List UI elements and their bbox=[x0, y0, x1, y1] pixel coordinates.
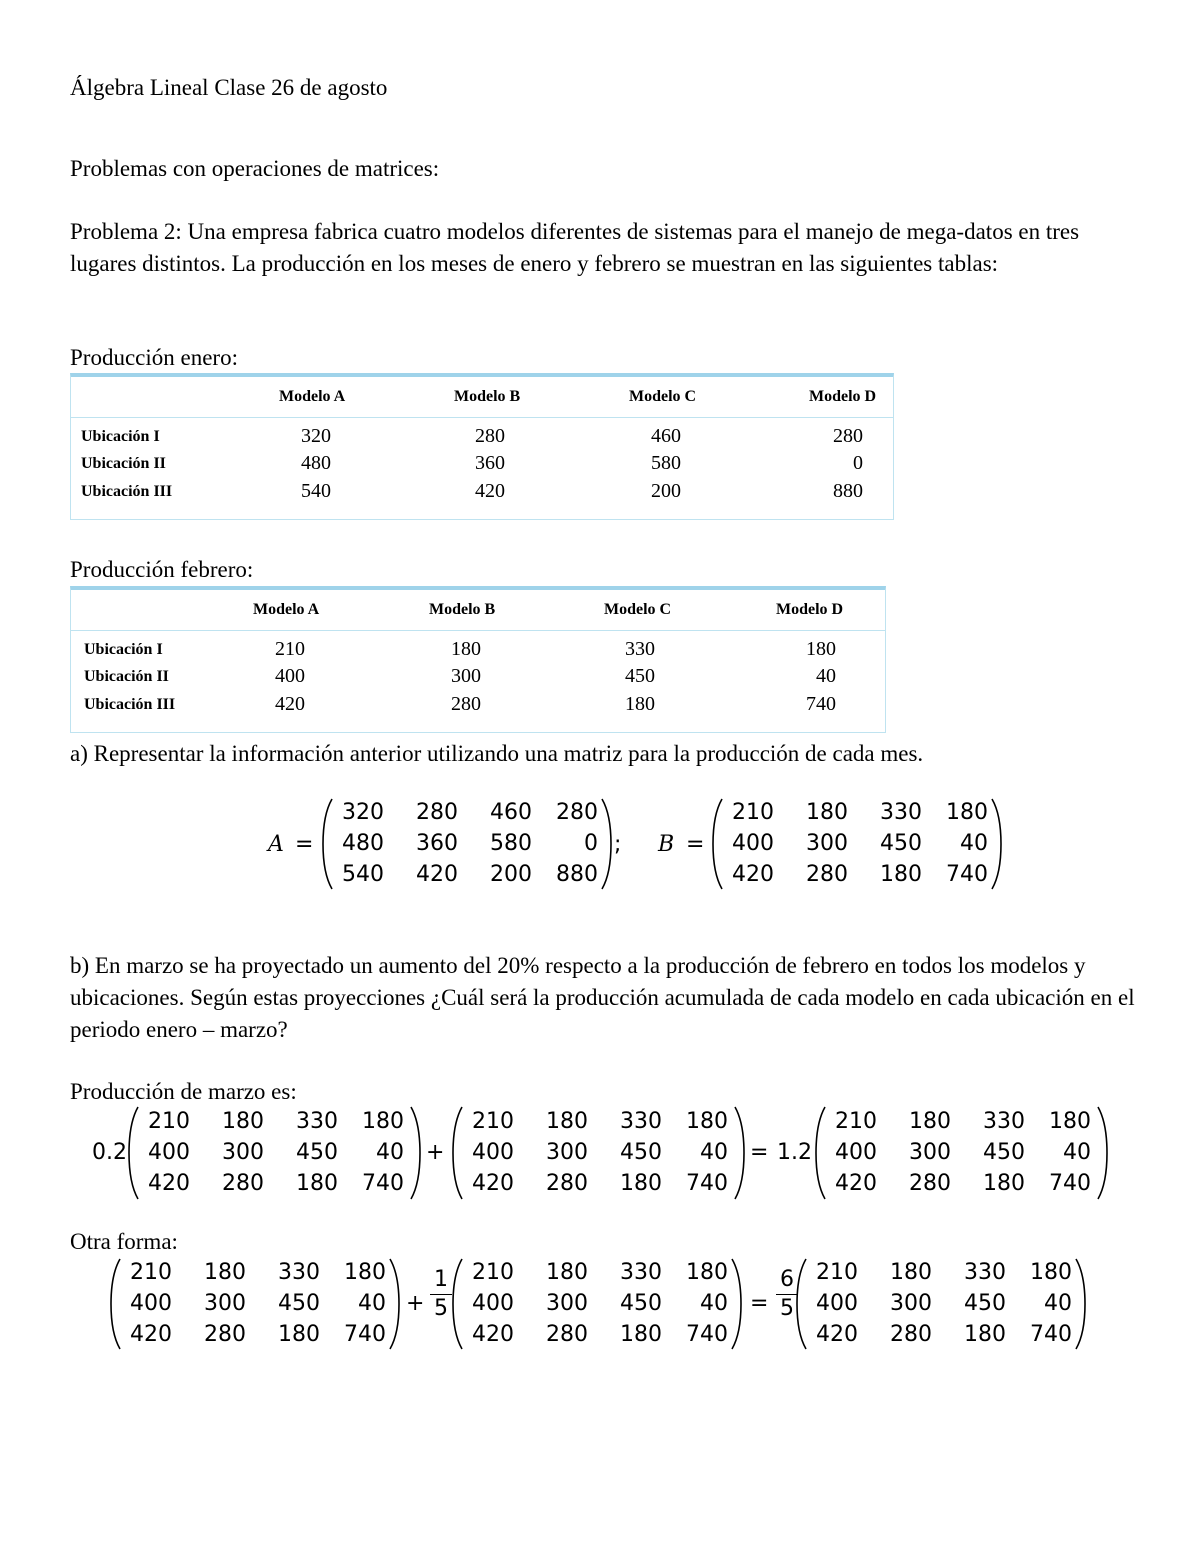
matrix-entry: 450 bbox=[620, 1291, 662, 1316]
right-parenthesis bbox=[990, 798, 1002, 890]
table-cell: 400 bbox=[275, 665, 305, 687]
matrix-entry: 740 bbox=[946, 861, 988, 887]
table-cell: 180 bbox=[806, 638, 836, 660]
matrix bbox=[452, 1258, 742, 1350]
matrix-entry: 180 bbox=[546, 1260, 588, 1286]
table-cell: 280 bbox=[475, 425, 505, 447]
equals-sign: = bbox=[686, 832, 705, 857]
matrix-entry: 300 bbox=[546, 1291, 588, 1316]
matrix bbox=[110, 1258, 400, 1350]
matrix-entry: 330 bbox=[983, 1108, 1025, 1134]
matrix-entry: 40 bbox=[700, 1140, 728, 1165]
matrix-entry: 200 bbox=[490, 861, 532, 887]
matrix-entry: 180 bbox=[964, 1321, 1006, 1347]
matrix bbox=[815, 1106, 1108, 1200]
matrix-entry: 40 bbox=[700, 1291, 728, 1316]
matrix-entry: 300 bbox=[909, 1140, 951, 1165]
matrix-entry: 280 bbox=[204, 1321, 246, 1347]
coefficient: 0.2 bbox=[92, 1140, 127, 1165]
part-b-text: b) En marzo se ha proyectado un aumento del 20% respecto a la producción de febrero en todos los modelos y ubicaciones. Según estas proyecciones ¿Cuál será la producción acumulada de cada modelo en cada ubicación en el periodo enero – marzo? bbox=[70, 953, 1135, 1042]
matrix-entry: 180 bbox=[222, 1108, 264, 1134]
row-label: Ubicación III bbox=[84, 696, 176, 713]
matrix-entry: 420 bbox=[148, 1171, 190, 1197]
matrix-entry: 180 bbox=[909, 1108, 951, 1134]
equals-sign: = bbox=[750, 1291, 769, 1316]
matrix-entry: 280 bbox=[222, 1171, 264, 1197]
table-cell: 210 bbox=[275, 638, 305, 660]
febrero-table bbox=[70, 586, 886, 733]
matrix-entry: 210 bbox=[835, 1108, 877, 1134]
matrix-entry: 280 bbox=[806, 861, 848, 887]
enero-table bbox=[70, 373, 894, 520]
table-cell: 300 bbox=[451, 665, 481, 687]
matrix-entry: 740 bbox=[1049, 1171, 1091, 1197]
fraction-denominator: 5 bbox=[434, 1296, 448, 1321]
febrero-label: Producción febrero: bbox=[70, 557, 254, 582]
otra-forma-label: Otra forma: bbox=[70, 1229, 178, 1254]
matrix-entry: 450 bbox=[983, 1140, 1025, 1165]
matrix-entry: 180 bbox=[1049, 1108, 1091, 1134]
matrix-entry: 280 bbox=[556, 800, 598, 826]
table-cell: 180 bbox=[625, 693, 655, 715]
matrix-entry: 420 bbox=[472, 1321, 514, 1347]
matrix-entry: 330 bbox=[296, 1108, 338, 1134]
column-header: Modelo A bbox=[279, 388, 346, 405]
matrix-entry: 280 bbox=[416, 800, 458, 826]
matrix-entry: 330 bbox=[620, 1108, 662, 1134]
matrix-entry: 180 bbox=[546, 1108, 588, 1134]
plus-sign: + bbox=[426, 1140, 445, 1165]
matrix-entry: 400 bbox=[148, 1140, 190, 1165]
left-parenthesis bbox=[796, 1258, 808, 1350]
equals-sign: = bbox=[295, 832, 314, 857]
matrix-entry: 180 bbox=[296, 1171, 338, 1197]
row-label: Ubicación I bbox=[81, 428, 160, 445]
matrix-entry: 180 bbox=[686, 1108, 728, 1134]
right-parenthesis bbox=[1096, 1106, 1108, 1200]
matrix-entry: 400 bbox=[816, 1291, 858, 1316]
matrix-entry: 450 bbox=[880, 831, 922, 856]
matrix-b-label: B bbox=[658, 832, 675, 857]
matrix-entry: 400 bbox=[835, 1140, 877, 1165]
matrix-a-label: A bbox=[268, 832, 284, 857]
column-header: Modelo D bbox=[776, 601, 844, 618]
matrix-entry: 420 bbox=[835, 1171, 877, 1197]
matrix-entry: 280 bbox=[890, 1321, 932, 1347]
plus-sign: + bbox=[406, 1291, 425, 1316]
matrix-entry: 210 bbox=[472, 1108, 514, 1134]
matrix-entry: 480 bbox=[342, 831, 384, 856]
part-a-text: a) Representar la información anterior utilizando una matriz para la producción de cada mes. bbox=[70, 741, 924, 766]
matrix-entry: 450 bbox=[964, 1291, 1006, 1316]
matrix-entry: 180 bbox=[880, 861, 922, 887]
matrix-entry: 180 bbox=[278, 1321, 320, 1347]
fraction bbox=[776, 1268, 798, 1321]
fraction-bar bbox=[776, 1294, 798, 1295]
table-cell: 320 bbox=[301, 425, 331, 447]
left-parenthesis bbox=[322, 798, 334, 890]
table-cell: 0 bbox=[853, 452, 863, 474]
table-cell: 450 bbox=[625, 665, 655, 687]
right-parenthesis bbox=[409, 1106, 421, 1200]
right-parenthesis bbox=[730, 1258, 742, 1350]
column-header: Modelo B bbox=[429, 601, 496, 618]
matrix-entry: 330 bbox=[880, 800, 922, 826]
matrix-entry: 300 bbox=[204, 1291, 246, 1316]
matrix-entry: 40 bbox=[358, 1291, 386, 1316]
table-cell: 420 bbox=[275, 693, 305, 715]
problem-statement: Problema 2: Una empresa fabrica cuatro modelos diferentes de sistemas para el manejo de mega-datos en tres lugares distintos. La producción en los meses de enero y febrero se muestran en las siguientes tablas: bbox=[70, 219, 1080, 276]
column-header: Modelo B bbox=[454, 388, 521, 405]
matrix-entry: 280 bbox=[546, 1321, 588, 1347]
separator: ; bbox=[614, 832, 622, 857]
matrix-entry: 330 bbox=[620, 1260, 662, 1286]
matrix-entry: 740 bbox=[1030, 1321, 1072, 1347]
table-cell: 740 bbox=[806, 693, 836, 715]
table-cell: 360 bbox=[475, 452, 505, 474]
matrix-entry: 280 bbox=[909, 1171, 951, 1197]
fraction-bar bbox=[430, 1294, 452, 1295]
right-parenthesis bbox=[1074, 1258, 1086, 1350]
matrix-entry: 320 bbox=[342, 800, 384, 826]
matrix-entry: 540 bbox=[342, 861, 384, 887]
matrix-entry: 210 bbox=[816, 1260, 858, 1286]
matrix-entry: 210 bbox=[130, 1260, 172, 1286]
matrix-entry: 180 bbox=[946, 800, 988, 826]
table-cell: 880 bbox=[833, 480, 863, 502]
fraction bbox=[430, 1268, 452, 1321]
table-cell: 280 bbox=[451, 693, 481, 715]
left-parenthesis bbox=[128, 1106, 140, 1200]
table-cell: 460 bbox=[651, 425, 681, 447]
matrix-entry: 40 bbox=[376, 1140, 404, 1165]
left-parenthesis bbox=[452, 1106, 464, 1200]
enero-label: Producción enero: bbox=[70, 345, 238, 370]
table-cell: 180 bbox=[451, 638, 481, 660]
matrix-entry: 880 bbox=[556, 861, 598, 887]
matrix-entry: 420 bbox=[416, 861, 458, 887]
matrix-entry: 180 bbox=[204, 1260, 246, 1286]
fraction-numerator: 1 bbox=[434, 1267, 448, 1292]
matrix-entry: 180 bbox=[620, 1321, 662, 1347]
matrix-entry: 180 bbox=[362, 1108, 404, 1134]
matrix-entry: 400 bbox=[472, 1140, 514, 1165]
column-header: Modelo A bbox=[253, 601, 320, 618]
matrix-entry: 460 bbox=[490, 800, 532, 826]
matrix-entry: 300 bbox=[546, 1140, 588, 1165]
matrix-entry: 180 bbox=[890, 1260, 932, 1286]
matrix-entry: 300 bbox=[222, 1140, 264, 1165]
row-label: Ubicación II bbox=[84, 668, 169, 685]
matrix-entry: 210 bbox=[148, 1108, 190, 1134]
row-label: Ubicación II bbox=[81, 455, 166, 472]
fraction-numerator: 6 bbox=[780, 1267, 794, 1292]
right-parenthesis bbox=[600, 798, 612, 890]
fraction-denominator: 5 bbox=[780, 1296, 794, 1321]
matrix-entry: 450 bbox=[296, 1140, 338, 1165]
matrix-entry: 300 bbox=[890, 1291, 932, 1316]
matrix-entry: 180 bbox=[806, 800, 848, 826]
matrix-entry: 420 bbox=[130, 1321, 172, 1347]
matrix bbox=[796, 1258, 1086, 1350]
matrix-entry: 180 bbox=[686, 1260, 728, 1286]
matrix-entry: 280 bbox=[546, 1171, 588, 1197]
matrix-entry: 210 bbox=[732, 800, 774, 826]
left-parenthesis bbox=[712, 798, 724, 890]
table-cell: 40 bbox=[816, 665, 836, 687]
matrix-entry: 420 bbox=[816, 1321, 858, 1347]
matrix-entry: 740 bbox=[344, 1321, 386, 1347]
left-parenthesis bbox=[110, 1258, 122, 1350]
left-parenthesis bbox=[452, 1258, 464, 1350]
marzo-label: Producción de marzo es: bbox=[70, 1079, 297, 1104]
right-parenthesis bbox=[733, 1106, 745, 1200]
matrix-entry: 180 bbox=[983, 1171, 1025, 1197]
matrix-entry: 450 bbox=[620, 1140, 662, 1165]
table-cell: 540 bbox=[301, 480, 331, 502]
matrix-entry: 40 bbox=[1063, 1140, 1091, 1165]
column-header: Modelo C bbox=[604, 601, 672, 618]
matrix bbox=[452, 1106, 745, 1200]
matrix-entry: 740 bbox=[686, 1321, 728, 1347]
matrix-entry: 40 bbox=[1044, 1291, 1072, 1316]
matrix-entry: 580 bbox=[490, 831, 532, 856]
matrix-b bbox=[712, 798, 1002, 890]
matrix-entry: 400 bbox=[130, 1291, 172, 1316]
column-header: Modelo D bbox=[809, 388, 877, 405]
matrix-entry: 180 bbox=[344, 1260, 386, 1286]
table-cell: 580 bbox=[651, 452, 681, 474]
matrix-entry: 740 bbox=[686, 1171, 728, 1197]
table-cell: 480 bbox=[301, 452, 331, 474]
matrix-entry: 0 bbox=[584, 831, 598, 856]
matrix-entry: 330 bbox=[278, 1260, 320, 1286]
table-cell: 280 bbox=[833, 425, 863, 447]
matrix-entry: 420 bbox=[472, 1171, 514, 1197]
matrix-entry: 420 bbox=[732, 861, 774, 887]
matrix-entry: 300 bbox=[806, 831, 848, 856]
row-label: Ubicación III bbox=[81, 483, 173, 500]
table-cell: 330 bbox=[625, 638, 655, 660]
matrix-entry: 180 bbox=[620, 1171, 662, 1197]
page-title: Álgebra Lineal Clase 26 de agosto bbox=[70, 75, 388, 100]
matrix-entry: 210 bbox=[472, 1260, 514, 1286]
section-heading: Problemas con operaciones de matrices: bbox=[70, 156, 440, 181]
matrix-entry: 330 bbox=[964, 1260, 1006, 1286]
table-cell: 420 bbox=[475, 480, 505, 502]
left-parenthesis bbox=[815, 1106, 827, 1200]
right-parenthesis bbox=[388, 1258, 400, 1350]
matrix bbox=[128, 1106, 421, 1200]
equals-sign: = bbox=[750, 1140, 769, 1165]
matrix-entry: 400 bbox=[732, 831, 774, 856]
matrix-entry: 740 bbox=[362, 1171, 404, 1197]
matrix-entry: 180 bbox=[1030, 1260, 1072, 1286]
coefficient: 1.2 bbox=[777, 1140, 812, 1165]
matrix-a bbox=[322, 798, 612, 890]
matrix-entry: 360 bbox=[416, 831, 458, 856]
matrix-entry: 400 bbox=[472, 1291, 514, 1316]
row-label: Ubicación I bbox=[84, 641, 163, 658]
matrix-entry: 40 bbox=[960, 831, 988, 856]
column-header: Modelo C bbox=[629, 388, 697, 405]
table-cell: 200 bbox=[651, 480, 681, 502]
matrix-entry: 450 bbox=[278, 1291, 320, 1316]
